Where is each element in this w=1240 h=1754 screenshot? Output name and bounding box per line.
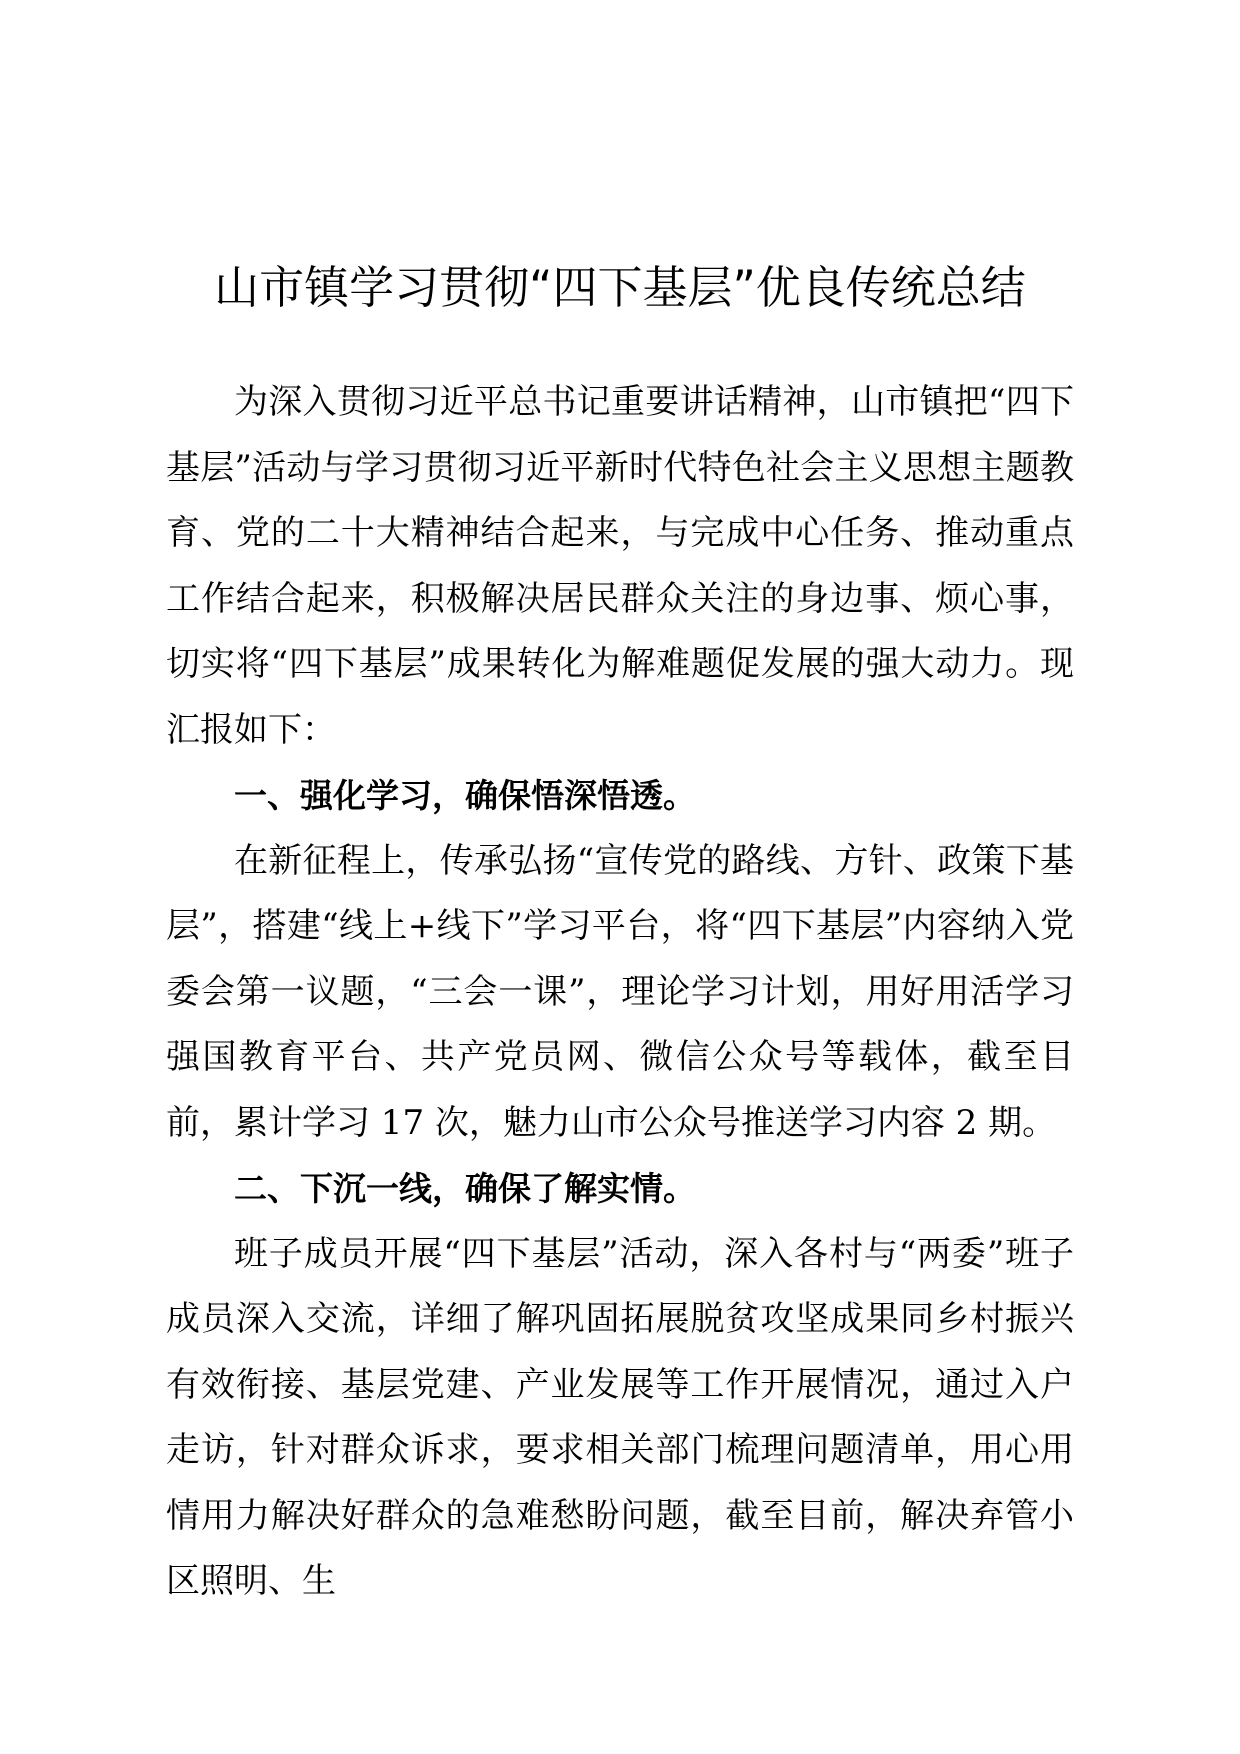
document-title: 山市镇学习贯彻“四下基层”优良传统总结 bbox=[214, 261, 1026, 314]
section-1-heading: 一、强化学习，确保悟深悟透。 bbox=[234, 776, 696, 815]
section-2-heading: 二、下沉一线，确保了解实情。 bbox=[234, 1169, 696, 1208]
document-body bbox=[166, 370, 1074, 1615]
section-2-paragraph: 班子成员开展“四下基层”活动，深入各村与“两委”班子成员深入交流，详细了解巩固拓展脱贫攻坚成果同乡村振兴有效衔接、基层党建、产业发展等工作开展情况，通过入户走访，针对群众诉求，要求相关部门梳理问题清单，用心用情用力解决好群众的急难愁盼问题，截至目前，解决弃管小区照明、生 bbox=[166, 1233, 1074, 1601]
section-1-paragraph: 在新征程上，传承弘扬“宣传党的路线、方针、政策下基层”，搭建“线上+线下”学习平台，将“四下基层”内容纳入党委会第一议题，“三会一课”，理论学习计划，用好用活学习强国教育平台、共产党员网、微信公众号等载体，截至目前，累计学习 17 次，魅力山市公众号推送学习内容 2 期。 bbox=[166, 840, 1074, 1143]
intro-paragraph: 为深入贯彻习近平总书记重要讲话精神，山市镇把“四下基层”活动与学习贯彻习近平新时代特色社会主义思想主题教育、党的二十大精神结合起来，与完成中心任务、推动重点工作结合起来，积极解决居民群众关注的身边事、烦心事，切实将“四下基层”成果转化为解难题促发展的强大动力。现汇报如下： bbox=[166, 382, 1074, 750]
